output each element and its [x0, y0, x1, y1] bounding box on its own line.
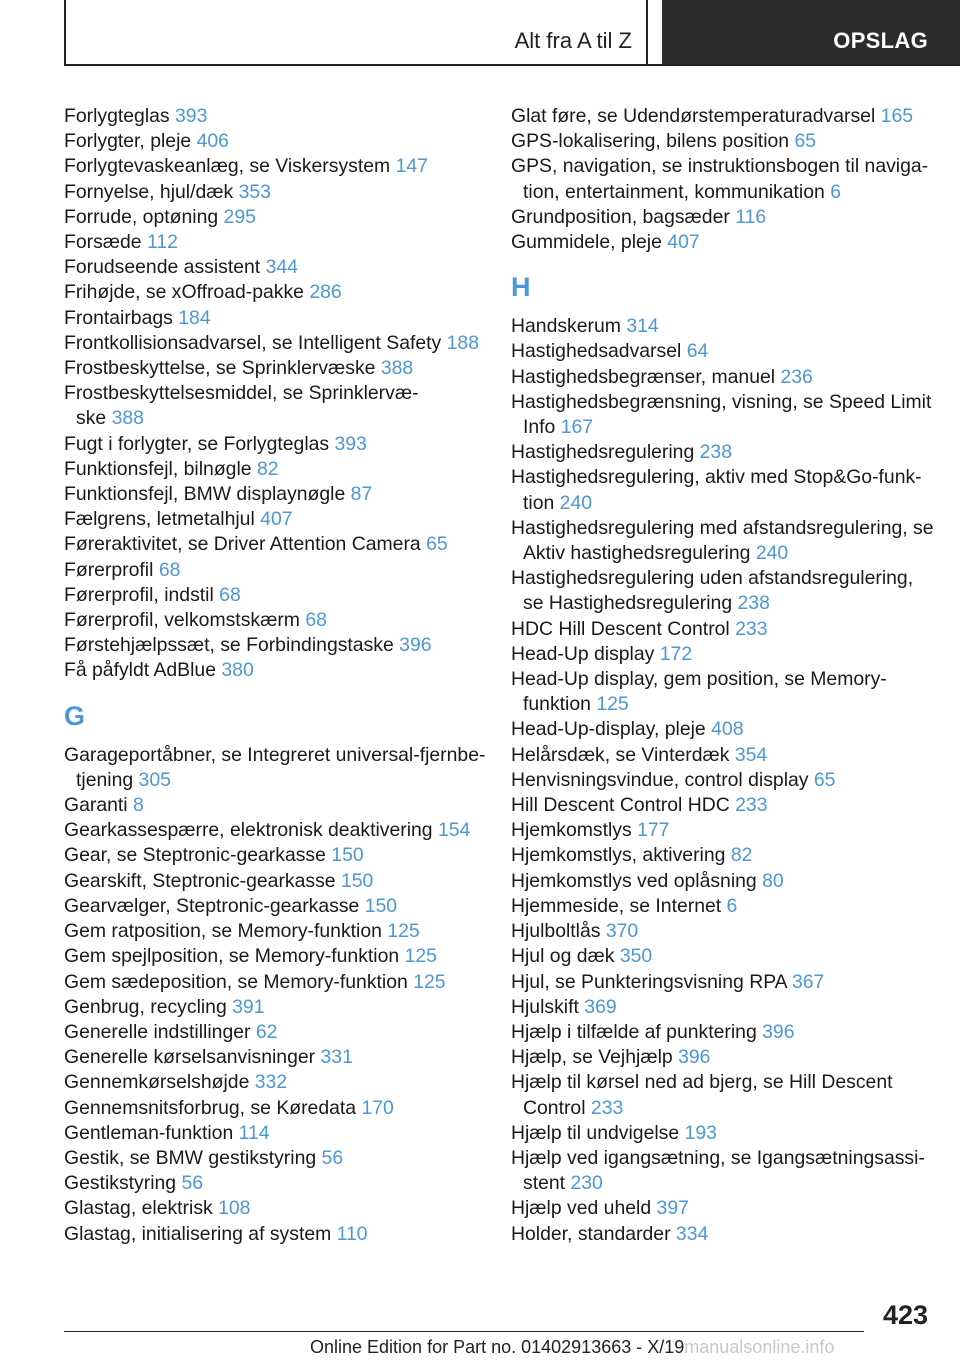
entry-page-link[interactable]: 170: [361, 1096, 394, 1119]
index-entry: [511, 717, 936, 742]
entry-term: Hjælp i tilfælde af punktering: [511, 1020, 757, 1043]
index-entry: [511, 205, 936, 230]
entry-page-link[interactable]: 314: [626, 315, 659, 338]
entry-page-link[interactable]: 112: [146, 231, 178, 254]
entry-term: Glat føre, se Udendørstemperaturadvarsel: [511, 105, 876, 127]
entry-term: Hjul og dæk: [511, 945, 615, 968]
index-entry: [64, 558, 489, 583]
entry-term: Hastighedsbegrænser, manuel: [511, 365, 776, 388]
index-entry: [64, 633, 489, 658]
index-entry: [511, 516, 936, 566]
entry-term: Gummidele, pleje: [511, 231, 662, 254]
entry-term: Hastighedsregulering, aktiv med Stop&Go-funk-: [511, 466, 922, 489]
entry-page-link[interactable]: 6: [830, 180, 841, 203]
index-entry: [511, 339, 936, 364]
index-entry: [64, 1070, 489, 1095]
index-entry: [64, 1020, 489, 1045]
index-entry: [64, 843, 489, 868]
index-entry: [64, 457, 489, 482]
entry-term: Hastighedsbegrænsning, visning, se Speed Limit: [511, 390, 932, 413]
index-entry: [511, 793, 936, 818]
entry-term-continued: tion: [523, 491, 555, 514]
entry-term: Helårsdæk, se Vinterdæk: [511, 743, 730, 766]
entry-term: HDC Hill Descent Control: [511, 617, 730, 640]
entry-term: Glastag, initialisering af system: [64, 1222, 332, 1245]
entry-page-link[interactable]: 393: [175, 105, 208, 127]
entry-term: Førerprofil, indstil: [64, 583, 214, 606]
entry-page-link[interactable]: 6: [726, 894, 738, 917]
index-entry: [511, 566, 936, 616]
entry-page-link[interactable]: 150: [364, 894, 398, 917]
index-entry: [511, 154, 936, 204]
entry-term: Gentleman-funktion: [64, 1121, 234, 1144]
entry-term: Gestik, se BMW gestikstyring: [64, 1146, 317, 1169]
footer-edition: [310, 1337, 834, 1358]
entry-term: Gearvælger, Steptronic-gearkasse: [64, 894, 360, 917]
entry-term: Funktionsfejl, bilnøgle: [64, 457, 252, 480]
entry-page-link[interactable]: 406: [196, 130, 229, 153]
entry-term: Hjælp til undvigelse: [511, 1121, 680, 1144]
entry-page-link[interactable]: 150: [340, 869, 374, 892]
entry-term: Hjælp, se Vejhjælp: [511, 1046, 673, 1069]
index-entry: [64, 995, 489, 1020]
entry-term: Gem sædeposition, se Memory-funktion: [64, 970, 408, 993]
entry-term: Funktionsfejl, BMW displaynøgle: [64, 483, 346, 506]
index-entry: [64, 608, 489, 633]
entry-term-continued: stent: [523, 1172, 566, 1195]
entry-page-link[interactable]: 233: [735, 794, 768, 817]
index-entry: [511, 944, 936, 969]
index-letter-heading: G: [64, 700, 86, 731]
entry-term-continued: Aktiv hastighedsregulering: [523, 542, 751, 565]
entry-page-link[interactable]: 305: [138, 768, 171, 791]
entry-page-link[interactable]: 108: [218, 1197, 251, 1220]
entry-term-continued: ske: [76, 407, 107, 430]
index-entry: [511, 230, 936, 255]
index-entry: [64, 944, 489, 969]
index-entry: [64, 869, 489, 894]
entry-term: Fornyelse, hjul/dæk: [64, 180, 234, 203]
entry-term: Fugt i forlygter, se Forlygteglas: [64, 432, 330, 455]
entry-term: Forrude, optøning: [64, 205, 219, 228]
entry-page-link[interactable]: 82: [256, 457, 279, 480]
entry-term: Gearskift, Steptronic-gearkasse: [64, 869, 336, 892]
entry-page-link[interactable]: 407: [667, 231, 700, 254]
entry-term: Hjemkomstlys, aktivering: [511, 844, 726, 867]
entry-page-link[interactable]: 388: [380, 357, 414, 380]
entry-page-link[interactable]: 125: [413, 970, 446, 993]
index-entry: [64, 1171, 489, 1196]
index-entry: [64, 793, 489, 818]
index-entry: [511, 390, 936, 440]
entry-term: Handskerum: [511, 315, 621, 338]
entry-page-link[interactable]: 110: [336, 1222, 368, 1245]
index-entry: [64, 583, 489, 608]
index-entry: [511, 465, 936, 515]
entry-term-continued: tjening: [76, 768, 134, 791]
entry-page-link[interactable]: 56: [321, 1146, 344, 1169]
entry-term: Gennemkørselshøjde: [64, 1071, 250, 1094]
entry-term: Hastighedsregulering: [511, 441, 695, 464]
index-entry: [64, 1045, 489, 1070]
index-entry: [64, 205, 489, 230]
entry-term: Førerprofil: [64, 558, 154, 581]
index-entry: [64, 432, 489, 457]
entry-page-link[interactable]: 236: [780, 365, 813, 388]
entry-term: GPS, navigation, se instruktionsbogen til naviga-: [511, 155, 929, 178]
entry-page-link[interactable]: 80: [762, 869, 784, 892]
entry-page-link[interactable]: 238: [737, 592, 770, 615]
index-entry: [511, 667, 936, 717]
index-entry: [64, 381, 489, 431]
entry-page-link[interactable]: 396: [762, 1020, 795, 1043]
entry-page-link[interactable]: 125: [404, 945, 437, 968]
index-entry: [64, 532, 489, 557]
entry-page-link[interactable]: 396: [399, 634, 432, 657]
entry-term: Glastag, elektrisk: [64, 1197, 213, 1220]
entry-term: Head-Up-display, pleje: [511, 718, 706, 741]
entry-page-link[interactable]: 82: [730, 844, 753, 867]
entry-page-link[interactable]: 65: [426, 533, 448, 556]
entry-term: Frontkollisionsadvarsel, se Intelligent Safety: [64, 331, 442, 354]
entry-term: Gennemsnitsforbrug, se Køredata: [64, 1096, 357, 1119]
entry-page-link[interactable]: 407: [260, 508, 293, 531]
entry-term: Hill Descent Control HDC: [511, 794, 730, 817]
entry-page-link[interactable]: 233: [735, 617, 768, 640]
index-entry: [64, 230, 489, 255]
entry-page-link[interactable]: 114: [238, 1121, 270, 1144]
index-entry: [64, 104, 489, 129]
index-entry: [511, 970, 936, 995]
edition-text: Online Edition for Part no. 01402913663 - X/19: [310, 1337, 685, 1357]
index-entry: [64, 1146, 489, 1171]
section-tab: [662, 0, 960, 64]
entry-term-continued: funktion: [523, 693, 591, 716]
entry-term: Frostbeskyttelsesmiddel, se Sprinklervæ-: [64, 382, 419, 405]
entry-page-link[interactable]: 370: [605, 920, 639, 943]
entry-term: Førstehjælpssæt, se Forbindingstaske: [64, 634, 394, 657]
index-entry: [511, 617, 936, 642]
index-entry: [511, 1045, 936, 1070]
entry-term: Hjul, se Punkteringsvisning RPA: [511, 970, 787, 993]
page-number: 423: [882, 1300, 928, 1330]
index-entry: [511, 314, 936, 339]
entry-page-link[interactable]: 286: [309, 281, 342, 304]
index-entry: [511, 129, 936, 154]
entry-page-link[interactable]: 116: [735, 205, 767, 228]
entry-page-link[interactable]: 344: [265, 256, 298, 279]
entry-page-link[interactable]: 188: [446, 331, 479, 354]
entry-page-link[interactable]: 172: [659, 642, 693, 665]
entry-page-link[interactable]: 65: [794, 130, 817, 153]
index-entry: [64, 180, 489, 205]
entry-page-link[interactable]: 334: [675, 1222, 709, 1245]
index-entry: [511, 1196, 936, 1221]
entry-term: Hjemkomstlys: [511, 819, 632, 842]
entry-term: Generelle kørselsanvisninger: [64, 1046, 316, 1069]
index-entry: [511, 642, 936, 667]
entry-page-link[interactable]: 154: [437, 819, 471, 842]
entry-page-link[interactable]: 350: [619, 945, 653, 968]
index-entry: [511, 869, 936, 894]
entry-term-continued: Info: [523, 416, 556, 439]
index-column-right: [511, 104, 936, 1247]
entry-page-link[interactable]: 167: [560, 416, 594, 439]
entry-term: Gear, se Steptronic-gearkasse: [64, 844, 326, 867]
entry-term: Gestikstyring: [64, 1172, 177, 1195]
entry-page-link[interactable]: 331: [320, 1046, 353, 1069]
index-entry: [64, 280, 489, 305]
index-entry: [64, 482, 489, 507]
index-entry: [511, 894, 936, 919]
entry-term: Grundposition, bagsæder: [511, 205, 730, 228]
entry-term: Garageportåbner, se Integreret universal-fjernbe-: [64, 743, 486, 766]
index-entry: [64, 306, 489, 331]
index-entry: [64, 356, 489, 381]
entry-term: Frihøjde, se xOffroad-pakke: [64, 281, 304, 304]
index-letter-heading: H: [511, 272, 531, 303]
entry-term: Holder, standarder: [511, 1222, 671, 1245]
index-entry: [511, 919, 936, 944]
entry-term-continued: Control: [523, 1096, 586, 1119]
watermark: manualsonline.info: [684, 1337, 835, 1357]
entry-page-link[interactable]: 177: [637, 819, 670, 842]
entry-term-continued: tion, entertainment, kommunikation: [523, 180, 825, 203]
entry-page-link[interactable]: 65: [813, 768, 836, 791]
entry-page-link[interactable]: 408: [711, 718, 744, 741]
entry-page-link[interactable]: 332: [254, 1071, 288, 1094]
index-entry: [64, 970, 489, 995]
entry-term: Hastighedsregulering uden afstandsregulering,: [511, 567, 914, 590]
entry-term: Hastighedsadvarsel: [511, 340, 682, 363]
header-section-box: [64, 0, 648, 64]
entry-page-link[interactable]: 353: [238, 180, 271, 203]
entry-page-link[interactable]: 393: [334, 432, 367, 455]
entry-page-link[interactable]: 68: [158, 558, 181, 581]
entry-page-link[interactable]: 68: [219, 583, 241, 606]
entry-term: Head-Up display, gem position, se Memory-: [511, 668, 887, 691]
index-entry: [511, 843, 936, 868]
entry-page-link[interactable]: 391: [232, 995, 265, 1018]
entry-page-link[interactable]: 238: [699, 441, 732, 464]
footer-rule: [64, 1331, 864, 1332]
entry-term: Forlygtevaskeanlæg, se Viskersystem: [64, 155, 391, 178]
entry-term: Hjælp ved uheld: [511, 1197, 652, 1220]
entry-page-link[interactable]: 56: [181, 1172, 204, 1195]
entry-term: Forudseende assistent: [64, 256, 261, 279]
entry-page-link[interactable]: 8: [132, 794, 144, 817]
entry-term: Få påfyldt AdBlue: [64, 659, 216, 682]
index-entry: [511, 1070, 936, 1120]
index-entry: [511, 104, 936, 129]
index-entry: [64, 1096, 489, 1121]
index-entry: [511, 1121, 936, 1146]
entry-page-link[interactable]: 64: [686, 340, 709, 363]
index-entry: [511, 818, 936, 843]
entry-page-link[interactable]: 354: [734, 743, 768, 766]
entry-page-link[interactable]: 230: [570, 1172, 603, 1195]
entry-page-link[interactable]: 165: [880, 105, 914, 127]
index-entry: [64, 658, 489, 683]
index-entry: [511, 365, 936, 390]
index-entry: [64, 743, 489, 793]
entry-page-link[interactable]: 240: [755, 542, 789, 565]
entry-term: Fælgrens, letmetalhjul: [64, 508, 255, 531]
entry-term: Forsæde: [64, 231, 142, 254]
index-entry: [511, 1020, 936, 1045]
index-column-left: [64, 104, 489, 1247]
index-entry: [64, 894, 489, 919]
entry-term: Garanti: [64, 794, 128, 817]
index-entry: [64, 1121, 489, 1146]
index-entry: [64, 507, 489, 532]
entry-term: Frostbeskyttelse, se Sprinklervæske: [64, 357, 376, 380]
entry-page-link[interactable]: 396: [678, 1046, 711, 1069]
entry-page-link[interactable]: 233: [590, 1096, 624, 1119]
entry-term: Hjemmeside, se Internet: [511, 894, 722, 917]
entry-term: Hjælp til kørsel ned ad bjerg, se Hill Descent: [511, 1071, 893, 1094]
entry-page-link[interactable]: 87: [350, 483, 373, 506]
entry-page-link[interactable]: 62: [255, 1020, 278, 1043]
index-entry: [64, 255, 489, 280]
entry-term: Førerprofil, velkomstskærm: [64, 609, 300, 632]
entry-term: Hjulboltlås: [511, 920, 601, 943]
entry-term: Hjemkomstlys ved oplåsning: [511, 869, 757, 892]
entry-page-link[interactable]: 193: [684, 1121, 717, 1144]
index-entry: [64, 919, 489, 944]
entry-page-link[interactable]: 369: [584, 995, 617, 1018]
entry-term: Hastighedsregulering med afstandsregulering, se: [511, 516, 934, 539]
entry-term: Forlygter, pleje: [64, 130, 192, 153]
entry-term: Henvisningsvindue, control display: [511, 768, 809, 791]
entry-term: Generelle indstillinger: [64, 1020, 251, 1043]
entry-term: Gem ratposition, se Memory-funktion: [64, 920, 382, 943]
entry-page-link[interactable]: 397: [656, 1197, 689, 1220]
entry-term: Føreraktivitet, se Driver Attention Camera: [64, 533, 421, 556]
entry-term: Hjulskift: [511, 995, 579, 1018]
index-entry: [64, 331, 489, 356]
entry-page-link[interactable]: 240: [559, 491, 593, 514]
index-entry: [64, 818, 489, 843]
entry-page-link[interactable]: 147: [395, 155, 428, 178]
index-entry: [64, 154, 489, 179]
entry-term: Gearkassespærre, elektronisk deaktivering: [64, 819, 433, 842]
index-entry: [511, 440, 936, 465]
index-entry: [64, 129, 489, 154]
index-entry: [511, 743, 936, 768]
entry-page-link[interactable]: 150: [331, 844, 364, 867]
entry-term: Forlygteglas: [64, 105, 170, 127]
section-title: Alt fra A til Z: [514, 28, 632, 53]
entry-page-link[interactable]: 125: [387, 920, 420, 943]
index-entry: [64, 1196, 489, 1221]
entry-page-link[interactable]: 295: [223, 205, 256, 228]
entry-term: Frontairbags: [64, 306, 173, 329]
index-entry: [511, 1222, 936, 1247]
entry-term: Hjælp ved igangsætning, se Igangsætningsassi-: [511, 1146, 925, 1169]
index-entry: [511, 995, 936, 1020]
index-entry: [511, 1146, 936, 1196]
entry-page-link[interactable]: 68: [305, 609, 327, 632]
entry-page-link[interactable]: 380: [221, 659, 254, 682]
entry-term: GPS-lokalisering, bilens position: [511, 130, 790, 153]
entry-term-continued: se Hastighedsregulering: [523, 592, 733, 615]
entry-page-link[interactable]: 184: [178, 306, 211, 329]
index-entry: [64, 1222, 489, 1247]
entry-page-link[interactable]: 367: [791, 970, 825, 993]
entry-page-link[interactable]: 125: [596, 693, 629, 716]
header-rule: [64, 64, 960, 66]
section-tab-label: OPSLAG: [833, 28, 928, 53]
entry-term: Head-Up display: [511, 642, 655, 665]
entry-page-link[interactable]: 388: [111, 407, 144, 430]
entry-term: Gem spejlposition, se Memory-funktion: [64, 945, 400, 968]
entry-term: Genbrug, recycling: [64, 995, 227, 1018]
index-entry: [511, 768, 936, 793]
